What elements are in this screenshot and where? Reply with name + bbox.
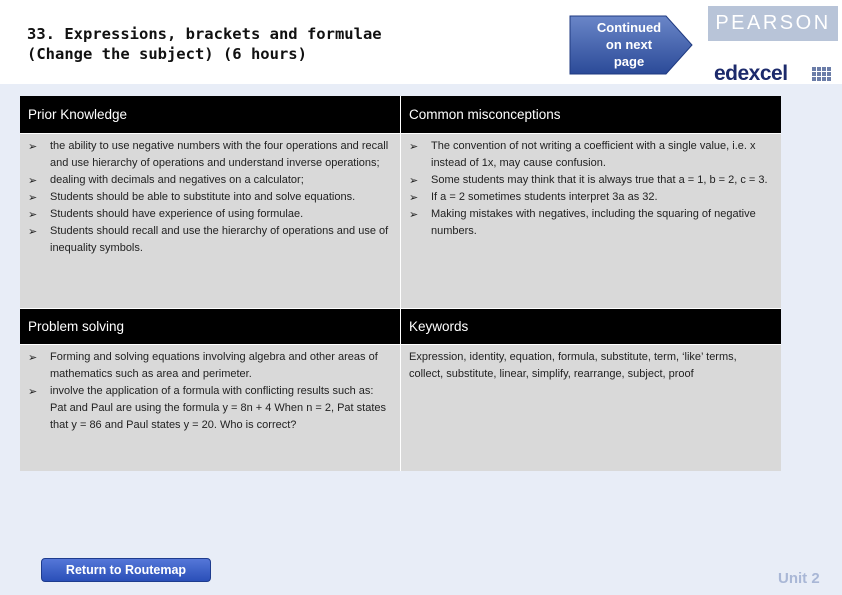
list-item: ➢ Making mistakes with negatives, including the squaring of negative numbers. (409, 206, 773, 240)
list-item: ➢ dealing with decimals and negatives on a calculator; (28, 172, 392, 189)
page-header (0, 0, 842, 84)
problem-solving-heading: Problem solving (20, 309, 400, 344)
prior-knowledge-list (20, 134, 400, 308)
list-item: ➢ Students should recall and use the hierarchy of operations and use of inequality symbols. (28, 223, 392, 257)
keywords-text (401, 345, 781, 471)
list-item: ➢ If a = 2 sometimes students interpret 3a as 32. (409, 189, 773, 206)
keywords-heading: Keywords (401, 309, 781, 344)
list-item: ➢ involve the application of a formula with conflicting results such as: Pat and Paul are using the formula y = 8n + 4 When n = 2, Pat states that y = 86 and Paul states y = 20. Who is correct? (28, 383, 392, 434)
problem-solving-list (20, 345, 400, 471)
keywords-paragraph: Expression, identity, equation, formula, substitute, term, ‘like’ terms, collect, substitute, linear, simplify, rearrange, subject, proof (409, 351, 737, 380)
prior-knowledge-heading: Prior Knowledge (20, 96, 400, 133)
list-item: ➢ the ability to use negative numbers with the four operations and recall and use hierarchy of operations and understand inverse operations; (28, 138, 392, 172)
unit-label: Unit 2 (778, 570, 820, 587)
misconceptions-heading: Common misconceptions (401, 96, 781, 133)
misconceptions-list (401, 134, 781, 308)
list-item: ➢ Some students may think that it is always true that a = 1, b = 2, c = 3. (409, 172, 773, 189)
return-to-routemap-button[interactable]: Return to Routemap (41, 558, 211, 582)
info-table (20, 96, 781, 471)
continued-label: Continued on next page (596, 20, 662, 69)
list-item: ➢ Forming and solving equations involving algebra and other areas of mathematics such as area and perimeter. (28, 349, 392, 383)
continued-next-page-button[interactable] (566, 12, 696, 78)
list-item: ➢ The convention of not writing a coefficient with a single value, i.e. x instead of 1x, may cause confusion. (409, 138, 773, 172)
list-item: ➢ Students should be able to substitute into and solve equations. (28, 189, 392, 206)
edexcel-logo: edexcel (714, 62, 788, 85)
edexcel-grid-icon (812, 67, 832, 83)
list-item: ➢ Students should have experience of using formulae. (28, 206, 392, 223)
pearson-logo: PEARSON (708, 6, 838, 41)
page-title: 33. Expressions, brackets and formulae (Change the subject) (6 hours) (27, 25, 382, 63)
